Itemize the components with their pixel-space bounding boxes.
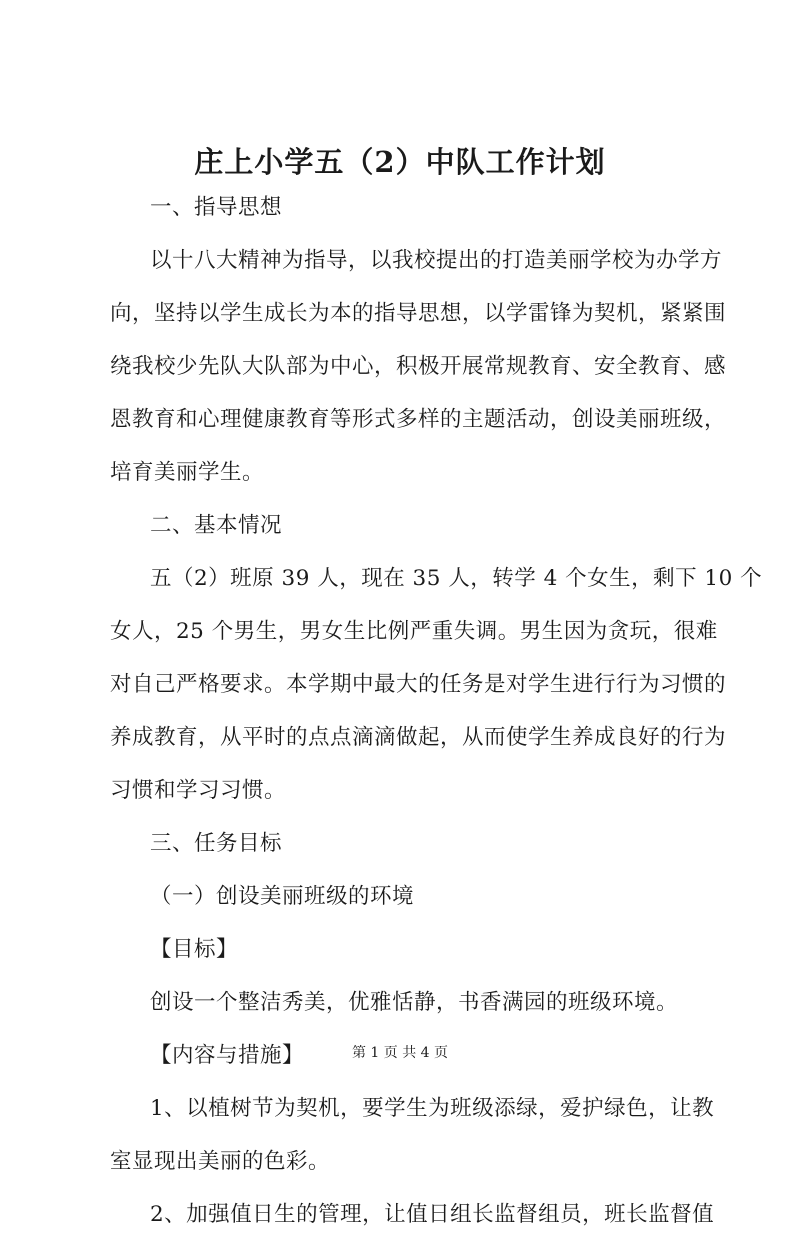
paragraph-line: 创设一个整洁秀美，优雅恬静，书香满园的班级环境。 — [150, 990, 679, 1015]
paragraph-line: 五（2）班原 39 人，现在 35 人，转学 4 个女生，剩下 10 个 — [150, 566, 763, 591]
label-content-measures: 【内容与措施】 — [150, 1043, 305, 1068]
list-item-line: 2、加强值日生的管理，让值日组长监督组员，班长监督值 — [150, 1202, 715, 1227]
document-body — [110, 189, 763, 1234]
paragraph-line: 对自己严格要求。本学期中最大的任务是对学生进行行为习惯的 — [110, 672, 727, 697]
list-item-line: 室显现出美丽的色彩。 — [110, 1149, 331, 1174]
paragraph-line: 恩教育和心理健康教育等形式多样的主题活动，创设美丽班级， — [110, 407, 727, 432]
label-goal: 【目标】 — [150, 937, 239, 962]
page-footer: 第 1 页 共 4 页 — [351, 1045, 449, 1061]
subsection-heading: （一）创设美丽班级的环境 — [150, 884, 415, 909]
paragraph-line: 培育美丽学生。 — [110, 460, 265, 485]
paragraph-line: 绕我校少先队大队部为中心，积极开展常规教育、安全教育、感 — [110, 354, 727, 379]
paragraph-line: 向，坚持以学生成长为本的指导思想，以学雷锋为契机，紧紧围 — [110, 301, 727, 326]
document-title: 庄上小学五（2）中队工作计划 — [194, 145, 606, 179]
section-heading-task-goals: 三、任务目标 — [150, 831, 283, 856]
paragraph-line: 养成教育，从平时的点点滴滴做起，从而使学生养成良好的行为 — [110, 725, 727, 750]
paragraph-line: 习惯和学习习惯。 — [110, 778, 287, 803]
paragraph-line: 以十八大精神为指导，以我校提出的打造美丽学校为办学方 — [150, 248, 723, 273]
section-heading-basic-situation: 二、基本情况 — [150, 513, 283, 538]
paragraph-line: 女人，25 个男生，男女生比例严重失调。男生因为贪玩，很难 — [110, 619, 718, 644]
list-item-line: 1、以植树节为契机，要学生为班级添绿，爱护绿色，让教 — [150, 1096, 715, 1121]
section-heading-guiding-thought: 一、指导思想 — [150, 195, 283, 220]
